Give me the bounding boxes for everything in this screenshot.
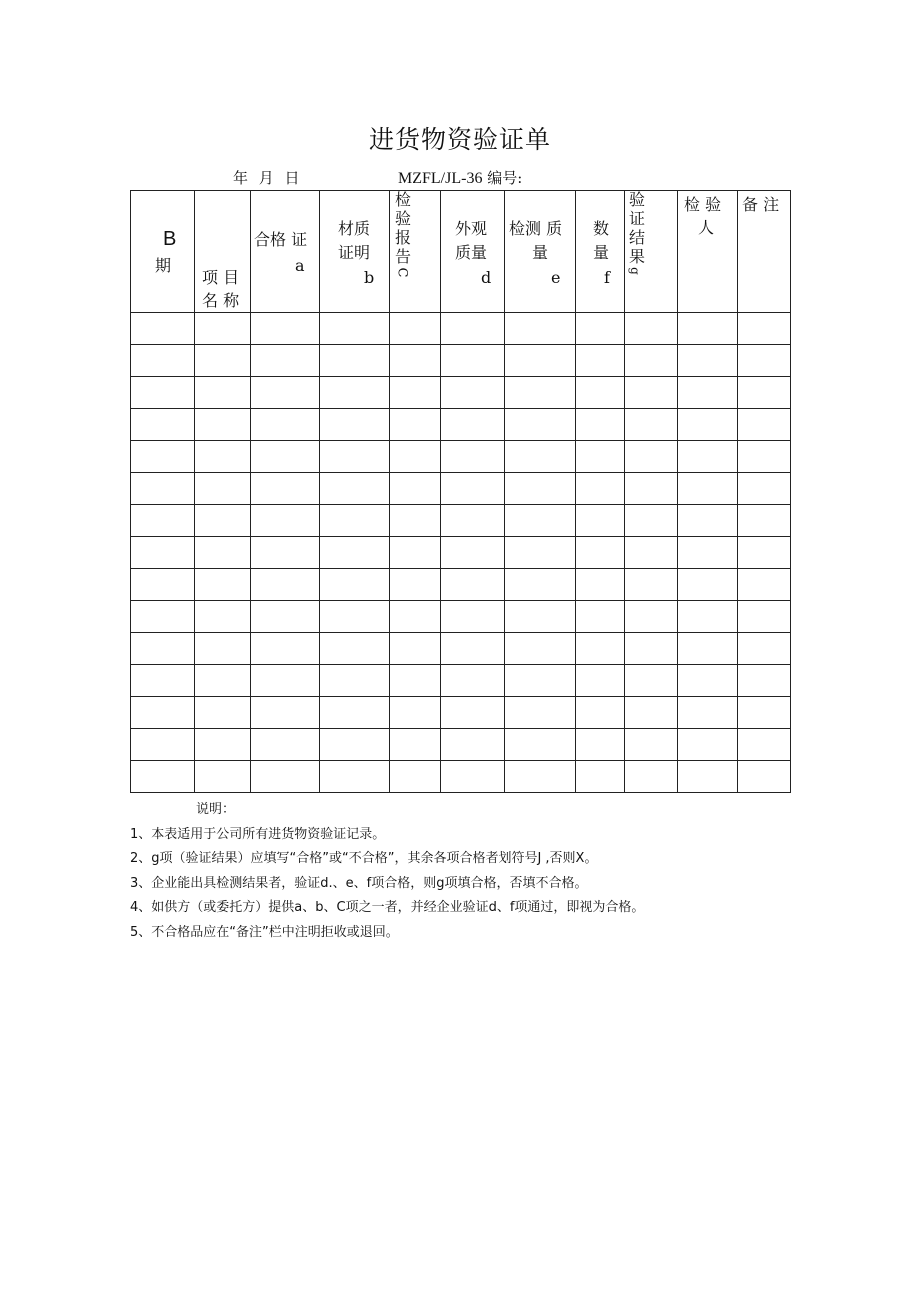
header-item-name-line2: 名 称 (202, 291, 240, 310)
cell-appearance-quality[interactable] (441, 729, 505, 761)
cell-appearance-quality[interactable] (441, 505, 505, 537)
cell-certificate[interactable] (251, 377, 320, 409)
header-verification-result (625, 191, 678, 313)
table-row (131, 729, 791, 761)
cell-inspection-report[interactable] (390, 345, 441, 377)
cell-inspector[interactable] (678, 569, 738, 601)
cell-date[interactable] (131, 537, 195, 569)
header-appearance-quality-line1: 外观 (455, 219, 488, 238)
table-row (131, 537, 791, 569)
header-certificate-line1: 合格 证 (254, 230, 308, 249)
cell-test-quality[interactable] (505, 729, 576, 761)
cell-certificate[interactable] (251, 537, 320, 569)
cell-test-quality[interactable] (505, 505, 576, 537)
cell-verification-result[interactable] (625, 537, 678, 569)
cell-item-name[interactable] (195, 473, 251, 505)
header-material-proof (320, 191, 390, 313)
cell-inspection-report[interactable] (390, 377, 441, 409)
table-row (131, 313, 791, 345)
header-appearance-quality-line3: d (481, 268, 492, 287)
cell-certificate[interactable] (251, 409, 320, 441)
cell-inspector[interactable] (678, 505, 738, 537)
note-line-2: 2、g项（验证结果）应填写“合格”或“不合格”，其余各项合格者划符号J ,否则X。 (130, 851, 598, 866)
cell-material-proof[interactable] (320, 409, 390, 441)
cell-verification-result[interactable] (625, 601, 678, 633)
header-date-line2: 期 (155, 256, 172, 275)
cell-material-proof[interactable] (320, 345, 390, 377)
header-material-proof-line1: 材质 (338, 219, 371, 238)
cell-date[interactable] (131, 697, 195, 729)
cell-verification-result[interactable] (625, 761, 678, 793)
cell-certificate[interactable] (251, 505, 320, 537)
cell-certificate[interactable] (251, 473, 320, 505)
cell-quantity[interactable] (576, 377, 625, 409)
date-label: 年 月 日 (233, 169, 300, 187)
cell-inspector[interactable] (678, 761, 738, 793)
header-test-quality (505, 191, 576, 313)
header-verification-result-c5: g (627, 267, 642, 275)
header-inspector (678, 191, 738, 313)
cell-verification-result[interactable] (625, 505, 678, 537)
header-quantity-line3: f (604, 268, 610, 287)
cell-test-quality[interactable] (505, 377, 576, 409)
cell-inspection-report[interactable] (390, 761, 441, 793)
header-inspection-report-c3: 报 (395, 228, 412, 247)
header-appearance-quality-line2: 质量 (455, 243, 488, 262)
cell-quantity[interactable] (576, 633, 625, 665)
header-date (131, 191, 195, 313)
cell-certificate[interactable] (251, 761, 320, 793)
cell-appearance-quality[interactable] (441, 697, 505, 729)
header-item-name-line1: 项 目 (202, 268, 240, 287)
cell-test-quality[interactable] (505, 345, 576, 377)
cell-material-proof[interactable] (320, 377, 390, 409)
cell-inspection-report[interactable] (390, 409, 441, 441)
cell-test-quality[interactable] (505, 441, 576, 473)
cell-inspection-report[interactable] (390, 633, 441, 665)
note-line-1: 1、本表适用于公司所有进货物资验证记录。 (130, 826, 386, 842)
cell-remarks[interactable] (738, 601, 791, 633)
cell-item-name[interactable] (195, 633, 251, 665)
cell-certificate[interactable] (251, 313, 320, 345)
header-quantity-line2: 量 (593, 243, 610, 262)
header-certificate-line2: a (295, 256, 305, 275)
cell-item-name[interactable] (195, 441, 251, 473)
cell-inspection-report[interactable] (390, 729, 441, 761)
cell-quantity[interactable] (576, 569, 625, 601)
form-code-line (398, 167, 522, 188)
cell-material-proof[interactable] (320, 697, 390, 729)
header-test-quality-line2: 量 (532, 243, 549, 262)
cell-date[interactable] (131, 313, 195, 345)
cell-inspector[interactable] (678, 601, 738, 633)
cell-inspection-report[interactable] (390, 569, 441, 601)
cell-date[interactable] (131, 761, 195, 793)
cell-verification-result[interactable] (625, 569, 678, 601)
cell-material-proof[interactable] (320, 633, 390, 665)
cell-appearance-quality[interactable] (441, 601, 505, 633)
cell-inspection-report[interactable] (390, 473, 441, 505)
cell-verification-result[interactable] (625, 473, 678, 505)
notes (130, 798, 644, 945)
cell-quantity[interactable] (576, 473, 625, 505)
cell-item-name[interactable] (195, 665, 251, 697)
cell-inspector[interactable] (678, 409, 738, 441)
cell-remarks[interactable] (738, 633, 791, 665)
table-row (131, 633, 791, 665)
cell-date[interactable] (131, 345, 195, 377)
table-row (131, 409, 791, 441)
cell-item-name[interactable] (195, 409, 251, 441)
cell-test-quality[interactable] (505, 537, 576, 569)
header-inspector-line1: 检 验 (684, 195, 722, 214)
cell-material-proof[interactable] (320, 473, 390, 505)
cell-inspector[interactable] (678, 697, 738, 729)
cell-test-quality[interactable] (505, 409, 576, 441)
cell-inspector[interactable] (678, 441, 738, 473)
cell-material-proof[interactable] (320, 537, 390, 569)
cell-certificate[interactable] (251, 441, 320, 473)
cell-item-name[interactable] (195, 601, 251, 633)
cell-material-proof[interactable] (320, 665, 390, 697)
header-row (131, 191, 791, 313)
cell-inspection-report[interactable] (390, 537, 441, 569)
cell-test-quality[interactable] (505, 313, 576, 345)
table-row (131, 761, 791, 793)
cell-verification-result[interactable] (625, 345, 678, 377)
cell-inspection-report[interactable] (390, 697, 441, 729)
cell-test-quality[interactable] (505, 665, 576, 697)
cell-item-name[interactable] (195, 729, 251, 761)
cell-material-proof[interactable] (320, 761, 390, 793)
cell-verification-result[interactable] (625, 697, 678, 729)
cell-test-quality[interactable] (505, 569, 576, 601)
cell-date[interactable] (131, 473, 195, 505)
cell-appearance-quality[interactable] (441, 345, 505, 377)
header-material-proof-line2: 证明 (338, 243, 371, 262)
header-quantity (576, 191, 625, 313)
number-label: 编号: (487, 169, 523, 187)
cell-remarks[interactable] (738, 665, 791, 697)
cell-appearance-quality[interactable] (441, 473, 505, 505)
cell-item-name[interactable] (195, 697, 251, 729)
note-line-4: 4、如供方（或委托方）提供a、b、C项之一者，并经企业验证d、f项通过，即视为合格。 (130, 900, 645, 915)
table-row (131, 505, 791, 537)
cell-inspector[interactable] (678, 473, 738, 505)
header-item-name (195, 191, 251, 313)
table-row (131, 569, 791, 601)
cell-inspection-report[interactable] (390, 505, 441, 537)
cell-item-name[interactable] (195, 345, 251, 377)
table-row (131, 377, 791, 409)
cell-inspection-report[interactable] (390, 441, 441, 473)
cell-item-name[interactable] (195, 537, 251, 569)
cell-quantity[interactable] (576, 601, 625, 633)
cell-item-name[interactable] (195, 761, 251, 793)
cell-test-quality[interactable] (505, 633, 576, 665)
table-row (131, 601, 791, 633)
table-row (131, 441, 791, 473)
header-inspection-report (390, 191, 441, 313)
cell-quantity[interactable] (576, 697, 625, 729)
cell-item-name[interactable] (195, 569, 251, 601)
cell-quantity[interactable] (576, 409, 625, 441)
cell-appearance-quality[interactable] (441, 441, 505, 473)
cell-appearance-quality[interactable] (441, 665, 505, 697)
notes-heading: 说明： (196, 802, 236, 817)
cell-inspector[interactable] (678, 377, 738, 409)
header-remarks (738, 191, 791, 313)
cell-quantity[interactable] (576, 729, 625, 761)
table-row (131, 345, 791, 377)
header-date-line1: B (163, 228, 177, 250)
cell-material-proof[interactable] (320, 569, 390, 601)
cell-material-proof[interactable] (320, 601, 390, 633)
cell-remarks[interactable] (738, 313, 791, 345)
cell-item-name[interactable] (195, 377, 251, 409)
cell-test-quality[interactable] (505, 761, 576, 793)
header-verification-result-c1: 验 (629, 190, 646, 209)
header-inspection-report-c1: 检 (395, 190, 412, 209)
note-line-3: 3、企业能出具检测结果者，验证d.、e、f项合格，则g项填合格，否填不合格。 (130, 875, 588, 891)
cell-certificate[interactable] (251, 569, 320, 601)
header-inspection-report-c4: 告 (395, 247, 412, 266)
cell-inspector[interactable] (678, 633, 738, 665)
cell-verification-result[interactable] (625, 665, 678, 697)
table-row (131, 473, 791, 505)
cell-appearance-quality[interactable] (441, 569, 505, 601)
cell-verification-result[interactable] (625, 409, 678, 441)
cell-inspection-report[interactable] (390, 313, 441, 345)
cell-inspector[interactable] (678, 665, 738, 697)
cell-item-name[interactable] (195, 505, 251, 537)
cell-remarks[interactable] (738, 473, 791, 505)
cell-remarks[interactable] (738, 409, 791, 441)
header-test-quality-line3: e (551, 268, 561, 287)
cell-remarks[interactable] (738, 505, 791, 537)
cell-date[interactable] (131, 601, 195, 633)
cell-date[interactable] (131, 377, 195, 409)
header-inspection-report-c2: 验 (395, 209, 412, 228)
table-row (131, 697, 791, 729)
header-verification-result-c3: 结 (629, 228, 646, 247)
cell-inspection-report[interactable] (390, 601, 441, 633)
cell-remarks[interactable] (738, 377, 791, 409)
cell-test-quality[interactable] (505, 697, 576, 729)
cell-date[interactable] (131, 665, 195, 697)
cell-material-proof[interactable] (320, 505, 390, 537)
cell-inspector[interactable] (678, 729, 738, 761)
cell-inspector[interactable] (678, 345, 738, 377)
cell-remarks[interactable] (738, 697, 791, 729)
table-body (131, 313, 791, 793)
cell-material-proof[interactable] (320, 441, 390, 473)
cell-remarks[interactable] (738, 441, 791, 473)
cell-appearance-quality[interactable] (441, 377, 505, 409)
header-quantity-line1: 数 (593, 219, 610, 238)
cell-inspector[interactable] (678, 537, 738, 569)
cell-item-name[interactable] (195, 313, 251, 345)
cell-quantity[interactable] (576, 665, 625, 697)
cell-inspector[interactable] (678, 313, 738, 345)
header-inspector-line2: 人 (698, 218, 715, 237)
cell-quantity[interactable] (576, 313, 625, 345)
cell-date[interactable] (131, 633, 195, 665)
cell-quantity[interactable] (576, 345, 625, 377)
cell-remarks[interactable] (738, 345, 791, 377)
cell-quantity[interactable] (576, 537, 625, 569)
cell-certificate[interactable] (251, 697, 320, 729)
header-remarks-line1: 备 注 (742, 195, 780, 214)
cell-inspection-report[interactable] (390, 665, 441, 697)
header-inspection-report-c5: C (394, 267, 410, 278)
cell-test-quality[interactable] (505, 473, 576, 505)
cell-test-quality[interactable] (505, 601, 576, 633)
header-appearance-quality (441, 191, 505, 313)
header-material-proof-line3: b (364, 268, 375, 287)
form-title: 进货物资验证单 (368, 125, 551, 154)
cell-certificate[interactable] (251, 729, 320, 761)
cell-verification-result[interactable] (625, 313, 678, 345)
form-code: MZFL/JL-36 (398, 170, 483, 187)
cell-date[interactable] (131, 409, 195, 441)
cell-verification-result[interactable] (625, 729, 678, 761)
header-verification-result-c2: 证 (629, 209, 646, 228)
cell-date[interactable] (131, 505, 195, 537)
cell-verification-result[interactable] (625, 441, 678, 473)
cell-certificate[interactable] (251, 633, 320, 665)
cell-verification-result[interactable] (625, 377, 678, 409)
cell-certificate[interactable] (251, 601, 320, 633)
cell-date[interactable] (131, 569, 195, 601)
table-row (131, 665, 791, 697)
cell-date[interactable] (131, 729, 195, 761)
header-certificate (251, 191, 320, 313)
cell-quantity[interactable] (576, 505, 625, 537)
verification-table (130, 190, 791, 793)
cell-material-proof[interactable] (320, 729, 390, 761)
cell-remarks[interactable] (738, 537, 791, 569)
cell-material-proof[interactable] (320, 313, 390, 345)
cell-certificate[interactable] (251, 345, 320, 377)
cell-remarks[interactable] (738, 761, 791, 793)
cell-appearance-quality[interactable] (441, 761, 505, 793)
cell-certificate[interactable] (251, 665, 320, 697)
cell-date[interactable] (131, 441, 195, 473)
cell-appearance-quality[interactable] (441, 633, 505, 665)
cell-quantity[interactable] (576, 441, 625, 473)
cell-remarks[interactable] (738, 569, 791, 601)
cell-appearance-quality[interactable] (441, 313, 505, 345)
header-verification-result-c4: 果 (629, 247, 646, 266)
cell-appearance-quality[interactable] (441, 537, 505, 569)
cell-appearance-quality[interactable] (441, 409, 505, 441)
header-test-quality-line1: 检测 质 (509, 219, 563, 238)
note-line-5: 5、不合格品应在“备注”栏中注明拒收或退回。 (130, 924, 399, 940)
cell-quantity[interactable] (576, 761, 625, 793)
cell-remarks[interactable] (738, 729, 791, 761)
cell-verification-result[interactable] (625, 633, 678, 665)
